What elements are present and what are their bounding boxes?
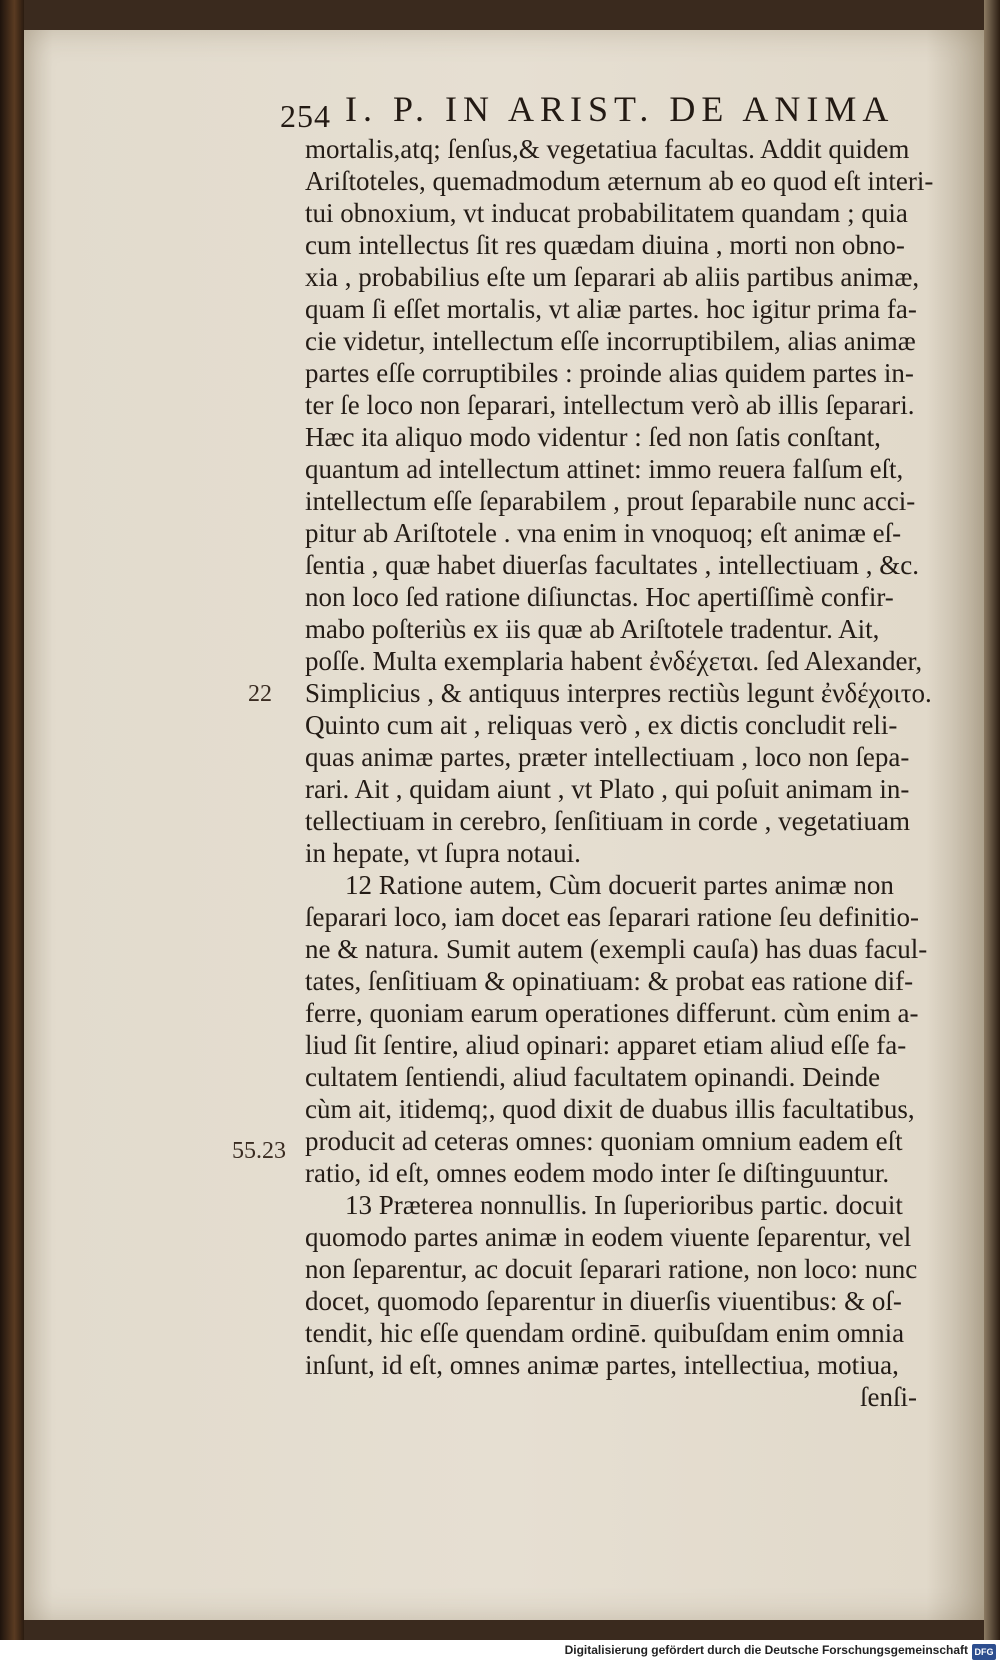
text-line: ſeparari loco, iam docet eas ſeparari ratione ſeu definitio- bbox=[305, 902, 919, 932]
text-line: cùm ait, itidemq;, quod dixit de duabus illis facultatibus, bbox=[305, 1094, 915, 1124]
text-line: tates, ſenſitiuam & opinatiuam: & probat eas ratione dif- bbox=[305, 966, 914, 996]
text-line: non loco ſed ratione diſiunctas. Hoc apertiſſimè confir- bbox=[305, 582, 894, 612]
text-line: inſunt, id eſt, omnes animæ partes, intellectiua, motiua, bbox=[305, 1350, 899, 1380]
text-line: quantum ad intellectum attinet: immo reuera falſum eſt, bbox=[305, 454, 904, 484]
body-text bbox=[305, 133, 945, 1413]
text-line: quomodo partes animæ in eodem viuente ſeparentur, vel bbox=[305, 1222, 912, 1252]
text-line: ratio, id eſt, omnes eodem modo inter ſe diſtinguuntur. bbox=[305, 1158, 890, 1188]
text-line: poſſe. Multa exemplaria habent ἐνδέχεται. ſed Alexander, bbox=[305, 646, 923, 676]
text-line: ne & natura. Sumit autem (exempli cauſa) has duas facul- bbox=[305, 934, 928, 964]
text-line: quam ſi eſſet mortalis, vt aliæ partes. hoc igitur prima fa- bbox=[305, 294, 917, 324]
text-line: tellectiuam in cerebro, ſenſitiuam in corde , vegetatiuam bbox=[305, 806, 911, 836]
text-line: tui obnoxium, vt inducat probabilitatem quandam ; quia bbox=[305, 198, 908, 228]
text-line: cum intellectus ſit res quædam diuina , morti non obno- bbox=[305, 230, 905, 260]
text-line: non ſeparentur, ac docuit ſeparari ratione, non loco: nunc bbox=[305, 1254, 918, 1284]
text-line: in hepate, vt ſupra notaui. bbox=[305, 838, 581, 868]
text-line: intellectum eſſe ſeparabilem , prout ſeparabile nunc acci- bbox=[305, 486, 916, 516]
text-line: tendit, hic eſſe quendam ordinē. quibuſdam enim omnia bbox=[305, 1318, 905, 1348]
page-number: 254 bbox=[280, 98, 331, 134]
text-line: xia , probabilius eſte um ſeparari ab aliis partibus animæ, bbox=[305, 262, 920, 292]
digitization-footer bbox=[0, 1640, 1000, 1667]
text-line: Ariſtoteles, quemadmodum æternum ab eo quod eſt interi- bbox=[305, 166, 934, 196]
text-line: ferre, quoniam earum operationes differunt. cùm enim a- bbox=[305, 998, 919, 1028]
page-edge bbox=[984, 0, 1000, 1640]
text-line: cie videtur, intellectum eſſe incorruptibilem, alias animæ bbox=[305, 326, 916, 356]
text-line: producit ad ceteras omnes: quoniam omnium eadem eſt bbox=[305, 1126, 903, 1156]
text-line: 12 Ratione autem, Cùm docuerit partes animæ non bbox=[345, 870, 894, 900]
text-line: Hæc ita aliquo modo videntur : ſed non ſatis conſtant, bbox=[305, 422, 881, 452]
text-line: liud ſit ſentire, aliud opinari: apparet etiam aliud eſſe fa- bbox=[305, 1030, 907, 1060]
dfg-logo: DFG bbox=[972, 1644, 996, 1660]
margin-note: 55.23 bbox=[232, 1138, 286, 1164]
text-line: Simplicius , & antiquus interpres rectiùs legunt ἐνδέχοιτο. bbox=[305, 678, 932, 708]
text-line: ſentia , quæ habet diuerſas facultates , intellectiuam , &c. bbox=[305, 550, 920, 580]
text-line: mabo poſteriùs ex iis quæ ab Ariſtotele tradentur. Ait, bbox=[305, 614, 880, 644]
text-line: 13 Præterea nonnullis. In ſuperioribus partic. docuit bbox=[345, 1190, 903, 1220]
text-line: quas animæ partes, præter intellectiuam , loco non ſepa- bbox=[305, 742, 910, 772]
text-line: rari. Ait , quidam aiunt , vt Plato , qui poſuit animam in- bbox=[305, 774, 910, 804]
text-line: partes eſſe corruptibiles : proinde alias quidem partes in- bbox=[305, 358, 914, 388]
funding-credit: Digitalisierung gefördert durch die Deutsche Forschungsgemeinschaft bbox=[564, 1643, 968, 1657]
catchword: ſenſi- bbox=[860, 1382, 917, 1412]
running-head bbox=[255, 88, 895, 138]
margin-note: 22 bbox=[248, 681, 272, 707]
text-line: ter ſe loco non ſeparari, intellectum verò ab illis ſeparari. bbox=[305, 390, 915, 420]
text-line: cultatem ſentiendi, aliud facultatem opinandi. Deinde bbox=[305, 1062, 881, 1092]
text-line: mortalis,atq; ſenſus,& vegetatiua facultas. Addit quidem bbox=[305, 134, 910, 164]
page-title: I. P. IN ARIST. DE ANIMA bbox=[345, 89, 895, 129]
text-line: Quinto cum ait , reliquas verò , ex dictis concludit reli- bbox=[305, 710, 898, 740]
book-spine bbox=[0, 0, 24, 1640]
text-line: docet, quomodo ſeparentur in diuerſis viuentibus: & oſ- bbox=[305, 1286, 902, 1316]
text-line: pitur ab Ariſtotele . vna enim in vnoquoq; eſt animæ eſ- bbox=[305, 518, 902, 548]
